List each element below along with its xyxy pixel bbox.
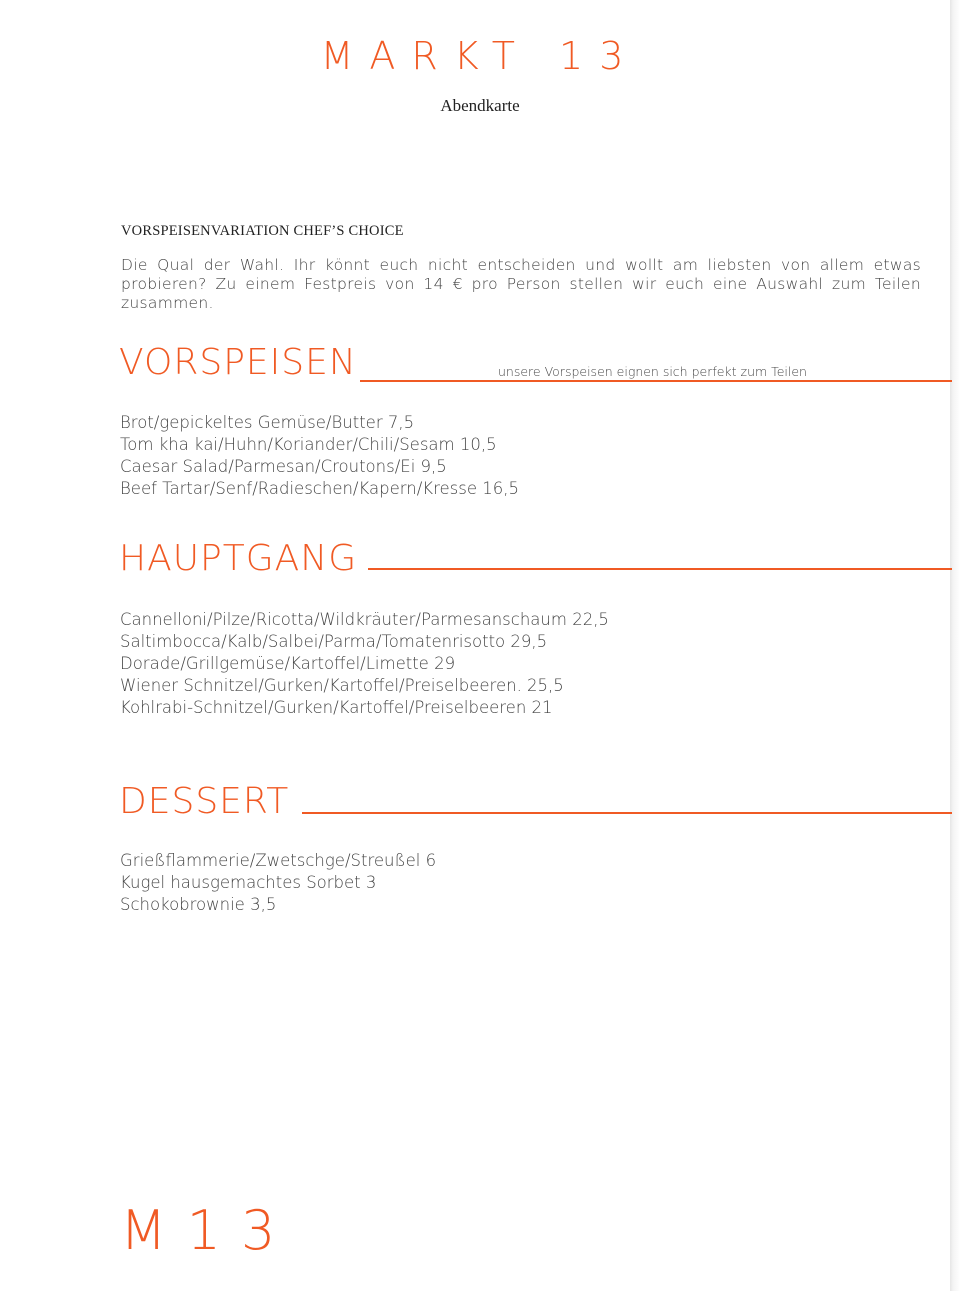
menu-item: Saltimbocca/Kalb/Salbei/Parma/Tomatenrisotto 29,5 [120,632,548,651]
menu-item: Cannelloni/Pilze/Ricotta/Wildkräuter/Parmesanschaum 22,5 [120,610,609,629]
page-edge-shadow [950,0,960,1291]
section-rule-vorspeisen [360,380,952,382]
hauptgang-list [120,609,609,719]
section-rule-hauptgang [368,568,952,570]
menu-item: Brot/gepickeltes Gemüse/Butter 7,5 [120,413,415,432]
chef-choice-heading: VORSPEISENVARIATION CHEF’S CHOICE [121,223,404,239]
footer-logo: M13 [120,1199,296,1262]
menu-item: Tom kha kai/Huhn/Koriander/Chili/Sesam 10,5 [120,435,497,454]
menu-subtitle: Abendkarte [440,96,520,115]
vorspeisen-note: unsere Vorspeisen eignen sich perfekt zum Teilen [498,364,807,379]
menu-item: Dorade/Grillgemüse/Kartoffel/Limette 29 [120,654,456,673]
menu-item: Grießflammerie/Zwetschge/Streußel 6 [120,851,437,870]
menu-item: Caesar Salad/Parmesan/Croutons/Ei 9,5 [120,457,447,476]
menu-item: Kugel hausgemachtes Sorbet 3 [120,873,377,892]
menu-item: Kohlrabi-Schnitzel/Gurken/Kartoffel/Preiselbeeren 21 [120,698,553,717]
menu-item: Schokobrownie 3,5 [120,895,277,914]
section-title-dessert: DESSERT [119,781,290,822]
vorspeisen-list [120,412,519,500]
section-title-vorspeisen: VORSPEISEN [119,342,357,383]
menu-item: Wiener Schnitzel/Gurken/Kartoffel/Preiselbeeren. 25,5 [120,676,564,695]
chef-choice-description: Die Qual der Wahl. Ihr könnt euch nicht entscheiden und wollt am liebsten von allem etwas probieren? Zu einem Festpreis von 14 € pro Person stellen wir euch eine Auswahl zum Teilen zusammen. [121,256,921,312]
section-rule-dessert [302,812,952,814]
dessert-list [120,850,436,916]
restaurant-title: MARKT 13 [320,34,640,78]
section-title-hauptgang: HAUPTGANG [119,538,358,579]
menu-item: Beef Tartar/Senf/Radieschen/Kapern/Kresse 16,5 [120,479,519,498]
